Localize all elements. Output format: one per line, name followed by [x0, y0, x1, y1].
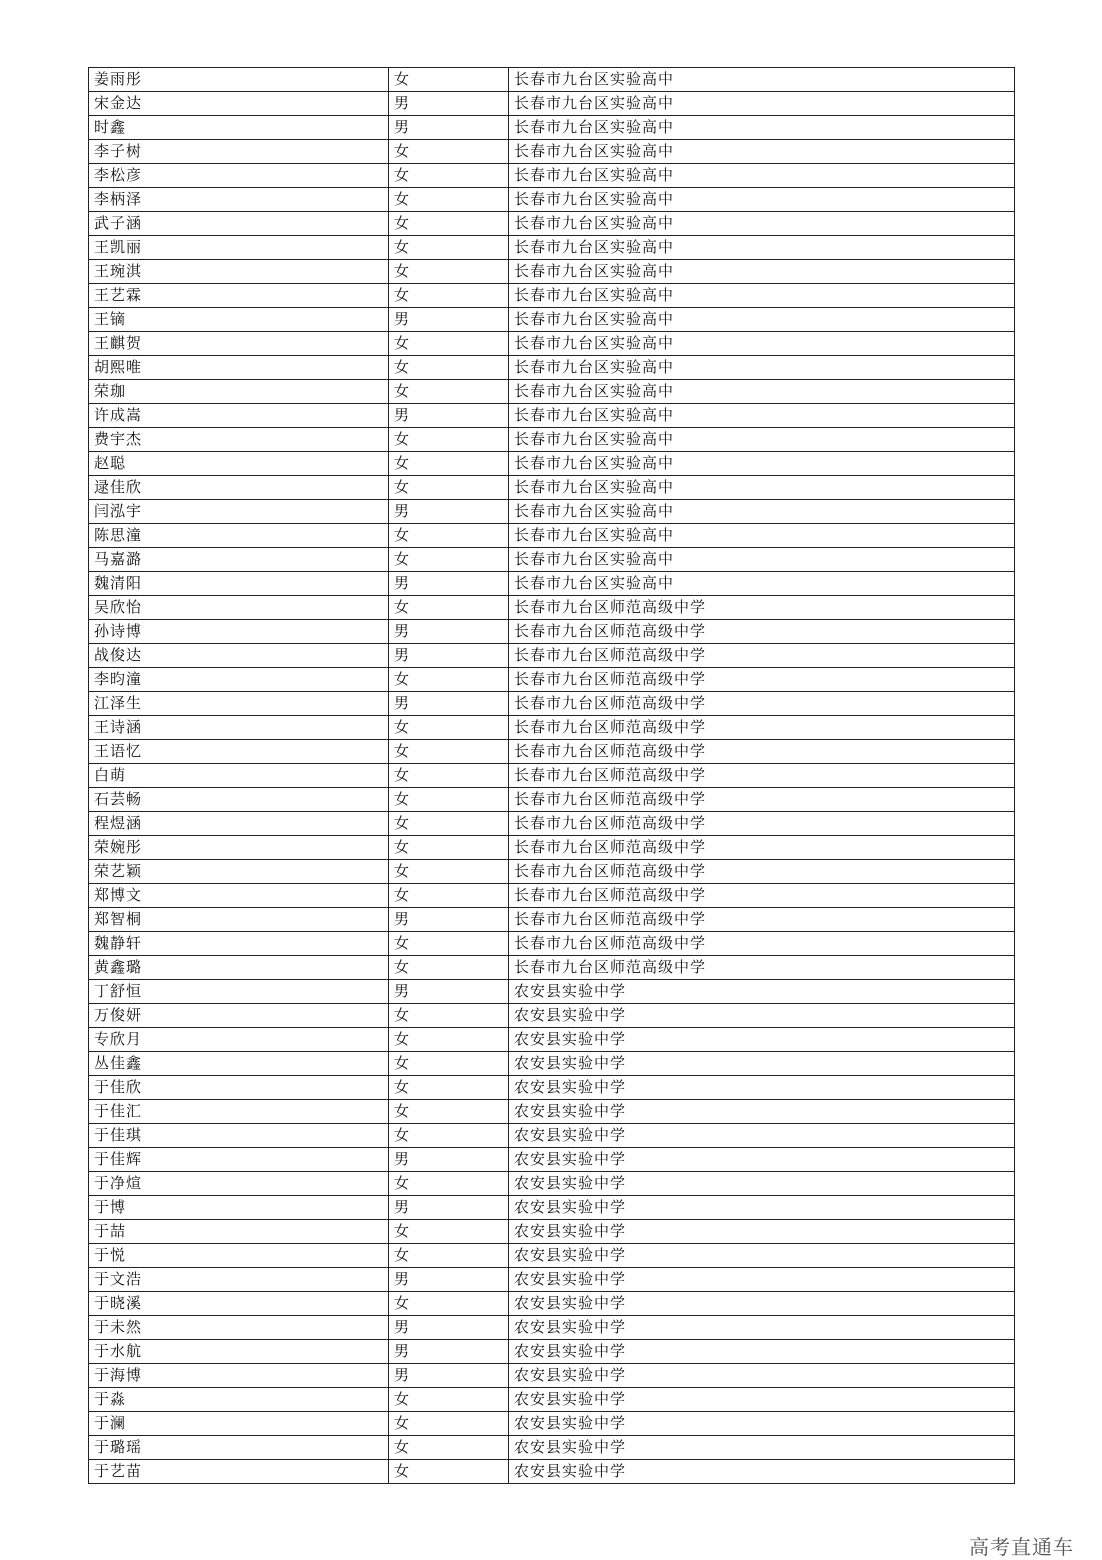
school-cell: 长春市九台区实验高中 — [509, 500, 1015, 524]
table-row — [89, 1388, 1015, 1412]
school-cell: 农安县实验中学 — [509, 1412, 1015, 1436]
table-row — [89, 1436, 1015, 1460]
school-cell: 长春市九台区实验高中 — [509, 548, 1015, 572]
school-cell: 长春市九台区师范高级中学 — [509, 644, 1015, 668]
gender-cell: 女 — [389, 260, 509, 284]
student-name-cell: 万俊妍 — [89, 1004, 389, 1028]
gender-cell: 男 — [389, 1148, 509, 1172]
gender-cell: 女 — [389, 860, 509, 884]
student-name-cell: 于净煊 — [89, 1172, 389, 1196]
table-row — [89, 572, 1015, 596]
student-name-cell: 于佳汇 — [89, 1100, 389, 1124]
school-cell: 长春市九台区实验高中 — [509, 236, 1015, 260]
school-cell: 长春市九台区实验高中 — [509, 116, 1015, 140]
gender-cell: 女 — [389, 452, 509, 476]
table-row — [89, 812, 1015, 836]
student-roster-table — [88, 67, 1015, 1484]
school-cell: 农安县实验中学 — [509, 1172, 1015, 1196]
student-name-cell: 逯佳欣 — [89, 476, 389, 500]
student-name-cell: 郑智桐 — [89, 908, 389, 932]
gender-cell: 女 — [389, 1124, 509, 1148]
gender-cell: 男 — [389, 1340, 509, 1364]
school-cell: 长春市九台区实验高中 — [509, 164, 1015, 188]
school-cell: 农安县实验中学 — [509, 1004, 1015, 1028]
student-name-cell: 石芸畅 — [89, 788, 389, 812]
student-name-cell: 王艺霖 — [89, 284, 389, 308]
student-name-cell: 郑博文 — [89, 884, 389, 908]
gender-cell: 女 — [389, 596, 509, 620]
gender-cell: 女 — [389, 332, 509, 356]
table-row — [89, 1316, 1015, 1340]
gender-cell: 女 — [389, 476, 509, 500]
gender-cell: 女 — [389, 524, 509, 548]
table-row — [89, 500, 1015, 524]
school-cell: 长春市九台区师范高级中学 — [509, 716, 1015, 740]
roster-body — [89, 68, 1015, 1484]
student-name-cell: 于淼 — [89, 1388, 389, 1412]
gender-cell: 女 — [389, 1004, 509, 1028]
school-cell: 农安县实验中学 — [509, 1220, 1015, 1244]
school-cell: 农安县实验中学 — [509, 1148, 1015, 1172]
table-row — [89, 428, 1015, 452]
school-cell: 长春市九台区师范高级中学 — [509, 860, 1015, 884]
school-cell: 长春市九台区师范高级中学 — [509, 884, 1015, 908]
table-row — [89, 140, 1015, 164]
gender-cell: 女 — [389, 956, 509, 980]
student-name-cell: 许成嵩 — [89, 404, 389, 428]
table-row — [89, 332, 1015, 356]
gender-cell: 女 — [389, 1292, 509, 1316]
table-row — [89, 620, 1015, 644]
student-name-cell: 荣婉彤 — [89, 836, 389, 860]
gender-cell: 男 — [389, 620, 509, 644]
table-row — [89, 68, 1015, 92]
student-name-cell: 丛佳鑫 — [89, 1052, 389, 1076]
school-cell: 农安县实验中学 — [509, 1076, 1015, 1100]
student-name-cell: 于佳辉 — [89, 1148, 389, 1172]
school-cell: 长春市九台区实验高中 — [509, 476, 1015, 500]
school-cell: 农安县实验中学 — [509, 1196, 1015, 1220]
gender-cell: 男 — [389, 116, 509, 140]
gender-cell: 男 — [389, 908, 509, 932]
student-name-cell: 赵聪 — [89, 452, 389, 476]
table-row — [89, 836, 1015, 860]
watermark-text: 高考直通车 — [969, 1535, 1074, 1559]
table-row — [89, 692, 1015, 716]
table-row — [89, 476, 1015, 500]
table-row — [89, 1292, 1015, 1316]
student-name-cell: 于佳欣 — [89, 1076, 389, 1100]
student-name-cell: 于璐瑶 — [89, 1436, 389, 1460]
school-cell: 长春市九台区实验高中 — [509, 524, 1015, 548]
table-row — [89, 236, 1015, 260]
table-row — [89, 884, 1015, 908]
table-row — [89, 932, 1015, 956]
table-row — [89, 740, 1015, 764]
school-cell: 长春市九台区师范高级中学 — [509, 812, 1015, 836]
school-cell: 长春市九台区实验高中 — [509, 332, 1015, 356]
table-row — [89, 1364, 1015, 1388]
school-cell: 长春市九台区师范高级中学 — [509, 596, 1015, 620]
table-row — [89, 644, 1015, 668]
table-row — [89, 284, 1015, 308]
school-cell: 农安县实验中学 — [509, 1028, 1015, 1052]
table-row — [89, 1004, 1015, 1028]
student-name-cell: 王诗涵 — [89, 716, 389, 740]
gender-cell: 男 — [389, 1268, 509, 1292]
table-row — [89, 860, 1015, 884]
student-name-cell: 于佳琪 — [89, 1124, 389, 1148]
school-cell: 农安县实验中学 — [509, 1316, 1015, 1340]
student-name-cell: 江泽生 — [89, 692, 389, 716]
gender-cell: 女 — [389, 164, 509, 188]
table-row — [89, 188, 1015, 212]
student-name-cell: 于文浩 — [89, 1268, 389, 1292]
table-row — [89, 548, 1015, 572]
gender-cell: 女 — [389, 740, 509, 764]
table-row — [89, 452, 1015, 476]
student-name-cell: 王镝 — [89, 308, 389, 332]
student-name-cell: 专欣月 — [89, 1028, 389, 1052]
student-name-cell: 武子涵 — [89, 212, 389, 236]
table-row — [89, 1196, 1015, 1220]
table-row — [89, 1412, 1015, 1436]
gender-cell: 女 — [389, 548, 509, 572]
school-cell: 农安县实验中学 — [509, 1100, 1015, 1124]
gender-cell: 女 — [389, 668, 509, 692]
gender-cell: 女 — [389, 68, 509, 92]
gender-cell: 女 — [389, 188, 509, 212]
student-name-cell: 胡熙唯 — [89, 356, 389, 380]
gender-cell: 女 — [389, 932, 509, 956]
gender-cell: 女 — [389, 788, 509, 812]
table-row — [89, 764, 1015, 788]
school-cell: 长春市九台区师范高级中学 — [509, 740, 1015, 764]
student-name-cell: 孙诗博 — [89, 620, 389, 644]
school-cell: 长春市九台区实验高中 — [509, 308, 1015, 332]
student-name-cell: 于未然 — [89, 1316, 389, 1340]
school-cell: 长春市九台区实验高中 — [509, 428, 1015, 452]
table-row — [89, 788, 1015, 812]
school-cell: 长春市九台区实验高中 — [509, 260, 1015, 284]
gender-cell: 女 — [389, 1028, 509, 1052]
table-row — [89, 1076, 1015, 1100]
table-row — [89, 1052, 1015, 1076]
gender-cell: 女 — [389, 836, 509, 860]
student-name-cell: 李昀潼 — [89, 668, 389, 692]
school-cell: 农安县实验中学 — [509, 1340, 1015, 1364]
table-row — [89, 356, 1015, 380]
table-row — [89, 1460, 1015, 1484]
student-name-cell: 陈思潼 — [89, 524, 389, 548]
table-row — [89, 92, 1015, 116]
gender-cell: 男 — [389, 1196, 509, 1220]
school-cell: 长春市九台区师范高级中学 — [509, 788, 1015, 812]
gender-cell: 女 — [389, 1388, 509, 1412]
gender-cell: 男 — [389, 692, 509, 716]
school-cell: 农安县实验中学 — [509, 1244, 1015, 1268]
student-name-cell: 王语忆 — [89, 740, 389, 764]
gender-cell: 女 — [389, 1076, 509, 1100]
student-name-cell: 白萌 — [89, 764, 389, 788]
gender-cell: 女 — [389, 140, 509, 164]
school-cell: 农安县实验中学 — [509, 1388, 1015, 1412]
school-cell: 长春市九台区实验高中 — [509, 92, 1015, 116]
school-cell: 农安县实验中学 — [509, 1436, 1015, 1460]
school-cell: 长春市九台区实验高中 — [509, 188, 1015, 212]
student-name-cell: 于水航 — [89, 1340, 389, 1364]
school-cell: 长春市九台区实验高中 — [509, 68, 1015, 92]
gender-cell: 女 — [389, 1244, 509, 1268]
school-cell: 长春市九台区实验高中 — [509, 212, 1015, 236]
table-row — [89, 716, 1015, 740]
table-row — [89, 308, 1015, 332]
student-name-cell: 程煜涵 — [89, 812, 389, 836]
student-name-cell: 王凯丽 — [89, 236, 389, 260]
gender-cell: 女 — [389, 1052, 509, 1076]
school-cell: 长春市九台区师范高级中学 — [509, 668, 1015, 692]
gender-cell: 女 — [389, 428, 509, 452]
gender-cell: 男 — [389, 980, 509, 1004]
gender-cell: 女 — [389, 380, 509, 404]
school-cell: 农安县实验中学 — [509, 1124, 1015, 1148]
table-row — [89, 668, 1015, 692]
school-cell: 农安县实验中学 — [509, 1268, 1015, 1292]
gender-cell: 男 — [389, 1316, 509, 1340]
school-cell: 长春市九台区实验高中 — [509, 452, 1015, 476]
table-row — [89, 1148, 1015, 1172]
table-row — [89, 956, 1015, 980]
gender-cell: 女 — [389, 764, 509, 788]
school-cell: 农安县实验中学 — [509, 1052, 1015, 1076]
table-row — [89, 164, 1015, 188]
table-row — [89, 212, 1015, 236]
table-row — [89, 980, 1015, 1004]
school-cell: 农安县实验中学 — [509, 1460, 1015, 1484]
school-cell: 农安县实验中学 — [509, 1292, 1015, 1316]
table-row — [89, 908, 1015, 932]
gender-cell: 男 — [389, 1364, 509, 1388]
student-name-cell: 黄鑫璐 — [89, 956, 389, 980]
student-name-cell: 于博 — [89, 1196, 389, 1220]
school-cell: 长春市九台区实验高中 — [509, 140, 1015, 164]
table-row — [89, 1220, 1015, 1244]
gender-cell: 女 — [389, 1436, 509, 1460]
school-cell: 长春市九台区实验高中 — [509, 572, 1015, 596]
gender-cell: 男 — [389, 572, 509, 596]
table-row — [89, 1124, 1015, 1148]
gender-cell: 男 — [389, 92, 509, 116]
gender-cell: 男 — [389, 404, 509, 428]
school-cell: 长春市九台区师范高级中学 — [509, 908, 1015, 932]
student-name-cell: 王麒贺 — [89, 332, 389, 356]
gender-cell: 女 — [389, 812, 509, 836]
gender-cell: 女 — [389, 1412, 509, 1436]
school-cell: 长春市九台区实验高中 — [509, 404, 1015, 428]
document-page — [88, 67, 1014, 1484]
school-cell: 长春市九台区师范高级中学 — [509, 836, 1015, 860]
school-cell: 农安县实验中学 — [509, 1364, 1015, 1388]
student-name-cell: 于喆 — [89, 1220, 389, 1244]
student-name-cell: 魏静轩 — [89, 932, 389, 956]
table-row — [89, 1028, 1015, 1052]
table-row — [89, 1100, 1015, 1124]
table-row — [89, 116, 1015, 140]
gender-cell: 男 — [389, 308, 509, 332]
gender-cell: 男 — [389, 500, 509, 524]
gender-cell: 女 — [389, 884, 509, 908]
school-cell: 长春市九台区实验高中 — [509, 380, 1015, 404]
gender-cell: 女 — [389, 284, 509, 308]
school-cell: 长春市九台区师范高级中学 — [509, 956, 1015, 980]
table-row — [89, 380, 1015, 404]
table-row — [89, 404, 1015, 428]
table-row — [89, 1340, 1015, 1364]
student-name-cell: 时鑫 — [89, 116, 389, 140]
table-row — [89, 596, 1015, 620]
table-row — [89, 524, 1015, 548]
student-name-cell: 闫泓宇 — [89, 500, 389, 524]
student-name-cell: 荣艺颖 — [89, 860, 389, 884]
gender-cell: 女 — [389, 1172, 509, 1196]
student-name-cell: 于澜 — [89, 1412, 389, 1436]
gender-cell: 女 — [389, 356, 509, 380]
student-name-cell: 魏清阳 — [89, 572, 389, 596]
school-cell: 长春市九台区实验高中 — [509, 284, 1015, 308]
school-cell: 长春市九台区师范高级中学 — [509, 692, 1015, 716]
table-row — [89, 260, 1015, 284]
table-row — [89, 1268, 1015, 1292]
gender-cell: 女 — [389, 236, 509, 260]
student-name-cell: 姜雨彤 — [89, 68, 389, 92]
table-row — [89, 1244, 1015, 1268]
student-name-cell: 李柄泽 — [89, 188, 389, 212]
student-name-cell: 宋金达 — [89, 92, 389, 116]
gender-cell: 男 — [389, 644, 509, 668]
student-name-cell: 王琬淇 — [89, 260, 389, 284]
gender-cell: 女 — [389, 1460, 509, 1484]
gender-cell: 女 — [389, 1220, 509, 1244]
student-name-cell: 费宇杰 — [89, 428, 389, 452]
student-name-cell: 马嘉潞 — [89, 548, 389, 572]
gender-cell: 女 — [389, 716, 509, 740]
student-name-cell: 于海博 — [89, 1364, 389, 1388]
student-name-cell: 李子树 — [89, 140, 389, 164]
gender-cell: 女 — [389, 1100, 509, 1124]
student-name-cell: 吴欣怡 — [89, 596, 389, 620]
school-cell: 长春市九台区师范高级中学 — [509, 764, 1015, 788]
student-name-cell: 战俊达 — [89, 644, 389, 668]
school-cell: 长春市九台区实验高中 — [509, 356, 1015, 380]
student-name-cell: 李松彦 — [89, 164, 389, 188]
table-row — [89, 1172, 1015, 1196]
student-name-cell: 于悦 — [89, 1244, 389, 1268]
gender-cell: 女 — [389, 212, 509, 236]
school-cell: 长春市九台区师范高级中学 — [509, 620, 1015, 644]
student-name-cell: 于晓溪 — [89, 1292, 389, 1316]
school-cell: 长春市九台区师范高级中学 — [509, 932, 1015, 956]
student-name-cell: 于艺苗 — [89, 1460, 389, 1484]
student-name-cell: 荣珈 — [89, 380, 389, 404]
school-cell: 农安县实验中学 — [509, 980, 1015, 1004]
student-name-cell: 丁舒恒 — [89, 980, 389, 1004]
